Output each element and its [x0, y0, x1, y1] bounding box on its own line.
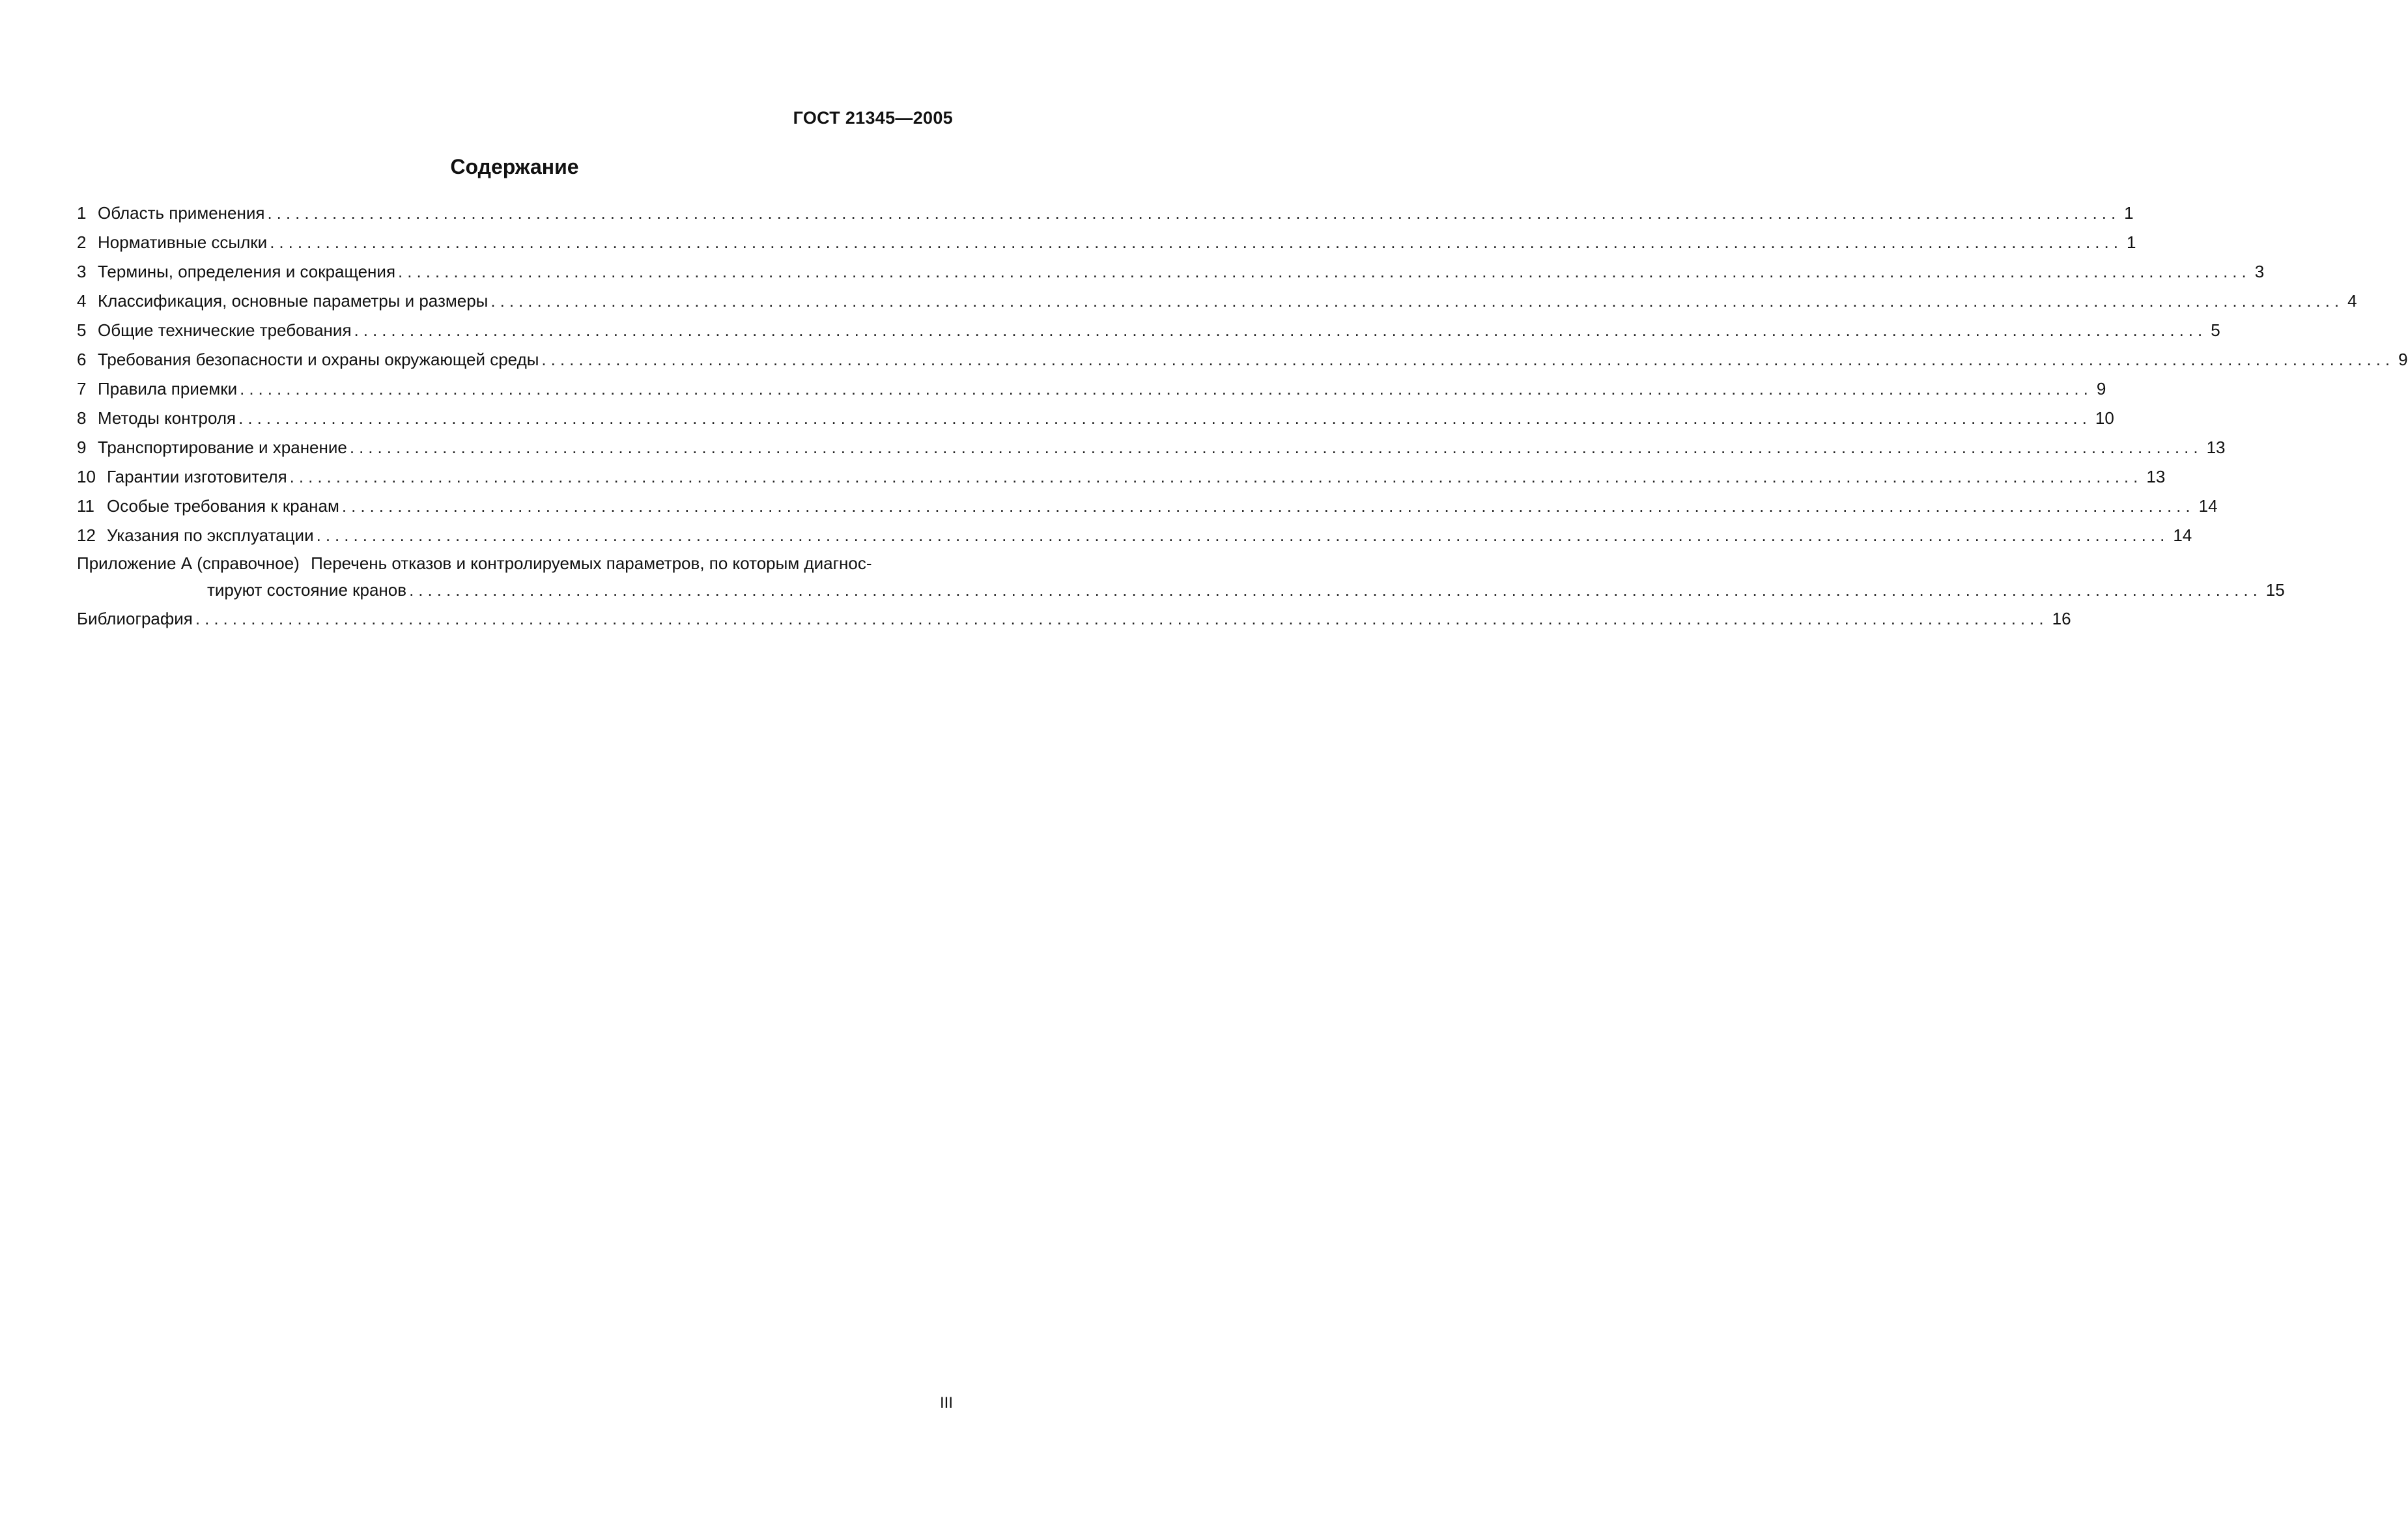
toc-entry[interactable] — [77, 404, 2114, 433]
toc-entry-number: 8 — [77, 408, 87, 428]
toc-entry-label: Область применения — [98, 203, 265, 223]
annex-label-line1: Перечень отказов и контролируемых параметров, по которым диагнос- — [311, 553, 872, 573]
toc-entry[interactable] — [77, 345, 2408, 374]
document-code: ГОСТ 21345—2005 — [793, 108, 953, 128]
toc-entry-label: Особые требования к кранам — [107, 496, 339, 516]
toc-entry-number: 4 — [77, 291, 87, 311]
toc-entry-number: 12 — [77, 525, 96, 545]
toc-entry-number: 11 — [77, 496, 94, 516]
toc-entry-page-number: 3 — [2254, 262, 2265, 281]
annex-first-line — [77, 551, 954, 576]
page-number: III — [939, 1394, 953, 1412]
dot-leader: ........................................................................................................................................................................................................ — [490, 291, 2344, 311]
dot-leader: ........................................................................................................................................................................................................ — [267, 203, 2121, 223]
dot-leader: ........................................................................................................................................................................................................ — [270, 232, 2123, 252]
toc-entry[interactable] — [77, 316, 2220, 345]
toc-entry-label: Термины, определения и сокращения — [98, 262, 396, 281]
toc-entry-page-number: 1 — [2126, 232, 2136, 252]
toc-entry-number: 6 — [77, 350, 87, 369]
dot-leader: ........................................................................................................................................................................................................ — [195, 609, 2048, 628]
toc-entry-page-number: 9 — [2398, 350, 2408, 369]
toc-entry[interactable] — [77, 462, 2166, 492]
dot-leader: ........................................................................................................................................................................................................ — [409, 580, 2262, 600]
dot-leader: ........................................................................................................................................................................................................ — [316, 525, 2170, 545]
bibliography-label: Библиография — [77, 609, 193, 628]
toc-entry-label: Требования безопасности и охраны окружающей среды — [98, 350, 539, 369]
bibliography-page-number: 16 — [2052, 609, 2071, 628]
dot-leader: ........................................................................................................................................................................................................ — [289, 467, 2143, 486]
toc-entry-page-number: 5 — [2211, 320, 2220, 340]
toc-entry[interactable] — [77, 257, 2265, 286]
toc-entry-label: Нормативные ссылки — [98, 232, 268, 252]
toc-entry-number: 7 — [77, 379, 87, 398]
toc-entry-number: 2 — [77, 232, 87, 252]
dot-leader: ........................................................................................................................................................................................................ — [349, 438, 2203, 457]
toc-entry-label: Транспортирование и хранение — [98, 438, 347, 457]
toc-entry-label: Указания по эксплуатации — [107, 525, 314, 545]
toc-entry-label: Общие технические требования — [98, 320, 352, 340]
toc-entry-label: Гарантии изготовителя — [107, 467, 287, 486]
dot-leader: ........................................................................................................................................................................................................ — [541, 350, 2395, 369]
dot-leader: ........................................................................................................................................................................................................ — [398, 262, 2251, 281]
toc-items — [77, 199, 2408, 550]
toc-entry-page-number: 13 — [2146, 467, 2166, 486]
annex-prefix: Приложение А (справочное) — [77, 553, 300, 573]
toc-entry[interactable] — [77, 374, 2106, 404]
dot-leader: ........................................................................................................................................................................................................ — [240, 379, 2093, 398]
toc-entry-number: 1 — [77, 203, 87, 223]
toc-annex-entry[interactable] — [77, 551, 2285, 604]
toc-entry-number: 5 — [77, 320, 87, 340]
toc-entry-page-number: 10 — [2095, 408, 2114, 428]
toc-entry[interactable] — [77, 199, 2134, 228]
annex-page-number: 15 — [2265, 580, 2285, 600]
toc-entry[interactable] — [77, 521, 2192, 550]
toc-entry-number: 10 — [77, 467, 96, 486]
toc-entry[interactable] — [77, 228, 2136, 257]
toc-entry-page-number: 14 — [2173, 525, 2192, 545]
dot-leader: ........................................................................................................................................................................................................ — [341, 496, 2195, 516]
toc-entry[interactable] — [77, 433, 2226, 462]
annex-label-line2: тируют состояние кранов — [207, 580, 407, 600]
toc-entry[interactable] — [77, 286, 2357, 316]
toc-entry-number: 9 — [77, 438, 87, 457]
annex-second-line — [77, 576, 2285, 604]
toc-entry-page-number: 4 — [2347, 291, 2357, 311]
toc-entry-label: Методы контроля — [98, 408, 236, 428]
toc-title: Содержание — [450, 155, 579, 178]
toc-entry-label: Классификация, основные параметры и размеры — [98, 291, 489, 311]
dot-leader: ........................................................................................................................................................................................................ — [354, 320, 2207, 340]
toc-entry-number: 3 — [77, 262, 87, 281]
table-of-contents — [77, 199, 2408, 634]
toc-entry-page-number: 14 — [2198, 496, 2218, 516]
toc-bibliography-entry[interactable] — [77, 604, 2071, 634]
toc-entry-page-number: 1 — [2124, 203, 2134, 223]
toc-entry-label: Правила приемки — [98, 379, 238, 398]
toc-entry-page-number: 13 — [2206, 438, 2226, 457]
toc-entry[interactable] — [77, 492, 2218, 521]
toc-entry-page-number: 9 — [2096, 379, 2106, 398]
dot-leader: ........................................................................................................................................................................................................ — [238, 408, 2091, 428]
